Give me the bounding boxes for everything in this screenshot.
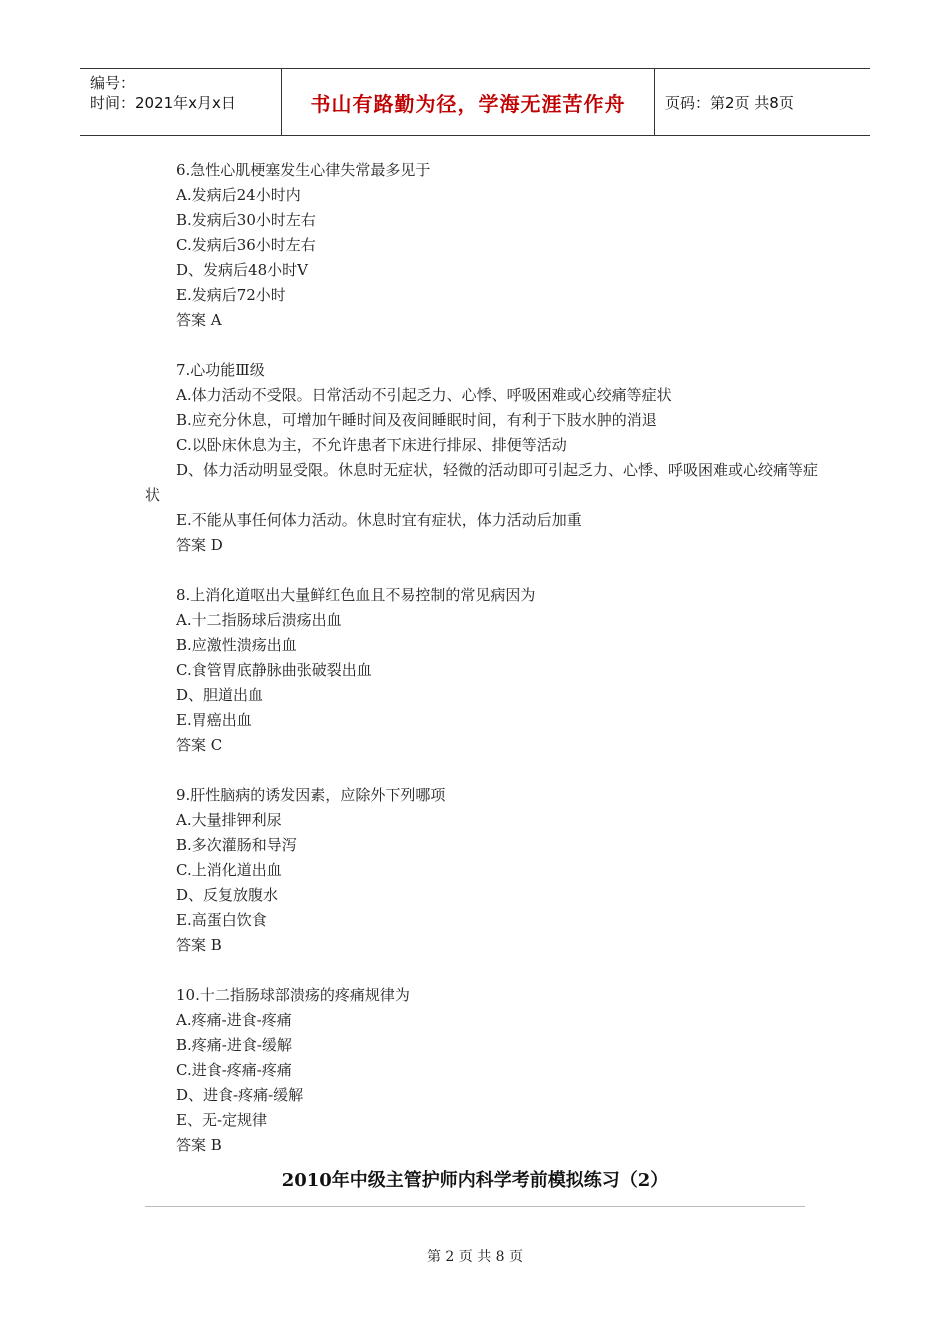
option: B.应激性溃疡出血: [176, 636, 297, 654]
option: D、胆道出血: [176, 686, 264, 704]
option: A.十二指肠球后溃疡出血: [176, 611, 342, 629]
page-header: [80, 68, 870, 136]
header-meta: [80, 69, 282, 135]
answer: 答案 A: [176, 311, 222, 329]
time-label: 时间：2021年x月x日: [90, 94, 236, 112]
option: E.高蛋白饮食: [176, 911, 267, 929]
page-footer: 第 2 页 共 8 页: [426, 1249, 524, 1265]
option: C.发病后36小时左右: [176, 236, 316, 254]
option: C.以卧床休息为主，不允许患者下床进行排尿、排便等活动: [176, 436, 567, 454]
question-stem: 8.上消化道呕出大量鲜红色血且不易控制的常见病因为: [176, 586, 536, 604]
option: B.发病后30小时左右: [176, 211, 316, 229]
answer: 答案 B: [176, 936, 222, 954]
option: A.发病后24小时内: [176, 186, 301, 204]
option: C.食管胃底静脉曲张破裂出血: [176, 661, 372, 679]
question-6: [145, 158, 825, 333]
option: E.不能从事任何体力活动。休息时宜有症状，体力活动后加重: [176, 511, 582, 529]
option: C.上消化道出血: [176, 861, 282, 879]
number-label: 编号：: [90, 74, 136, 92]
option: E.发病后72小时: [176, 286, 286, 304]
question-9: [145, 783, 825, 958]
option: E、无-定规律: [176, 1111, 268, 1129]
option: E.胃癌出血: [176, 711, 252, 729]
option: D、发病后48小时V: [176, 261, 308, 279]
question-8: [145, 583, 825, 758]
question-stem: 7.心功能Ⅲ级: [176, 361, 265, 379]
option: B.多次灌肠和导泻: [176, 836, 297, 854]
option: D、体力活动明显受限。休息时无症状，轻微的活动即可引起乏力、心悸、呼吸困难或心绞痛等症状: [145, 461, 819, 504]
option: D、进食-疼痛-缓解: [176, 1086, 304, 1104]
question-stem: 10.十二指肠球部溃疡的疼痛规律为: [176, 986, 410, 1004]
option: B.疼痛-进食-缓解: [176, 1036, 292, 1054]
option: A.疼痛-进食-疼痛: [176, 1011, 292, 1029]
answer: 答案 D: [176, 536, 223, 554]
title-divider: [145, 1206, 805, 1207]
answer: 答案 C: [176, 736, 223, 754]
option: A.体力活动不受限。日常活动不引起乏力、心悸、呼吸困难或心绞痛等症状: [176, 386, 672, 404]
question-list: [145, 158, 825, 1183]
question-stem: 9.肝性脑病的诱发因素，应除外下列哪项: [176, 786, 446, 804]
question-10: [145, 983, 825, 1158]
option: A.大量排钾利尿: [176, 811, 282, 829]
option: D、反复放腹水: [176, 886, 279, 904]
option: B.应充分休息，可增加午睡时间及夜间睡眠时间，有利于下肢水肿的消退: [176, 411, 657, 429]
option: C.进食-疼痛-疼痛: [176, 1061, 292, 1079]
document-title: 2010年中级主管护师内科学考前模拟练习（2）: [281, 1170, 669, 1191]
answer: 答案 B: [176, 1136, 222, 1154]
question-stem: 6.急性心肌梗塞发生心律失常最多见于: [176, 161, 431, 179]
question-7: [145, 358, 825, 558]
header-motto: 书山有路勤为径，学海无涯苦作舟: [282, 69, 655, 135]
header-page-label: 页码：第2页 共8页: [665, 93, 794, 112]
